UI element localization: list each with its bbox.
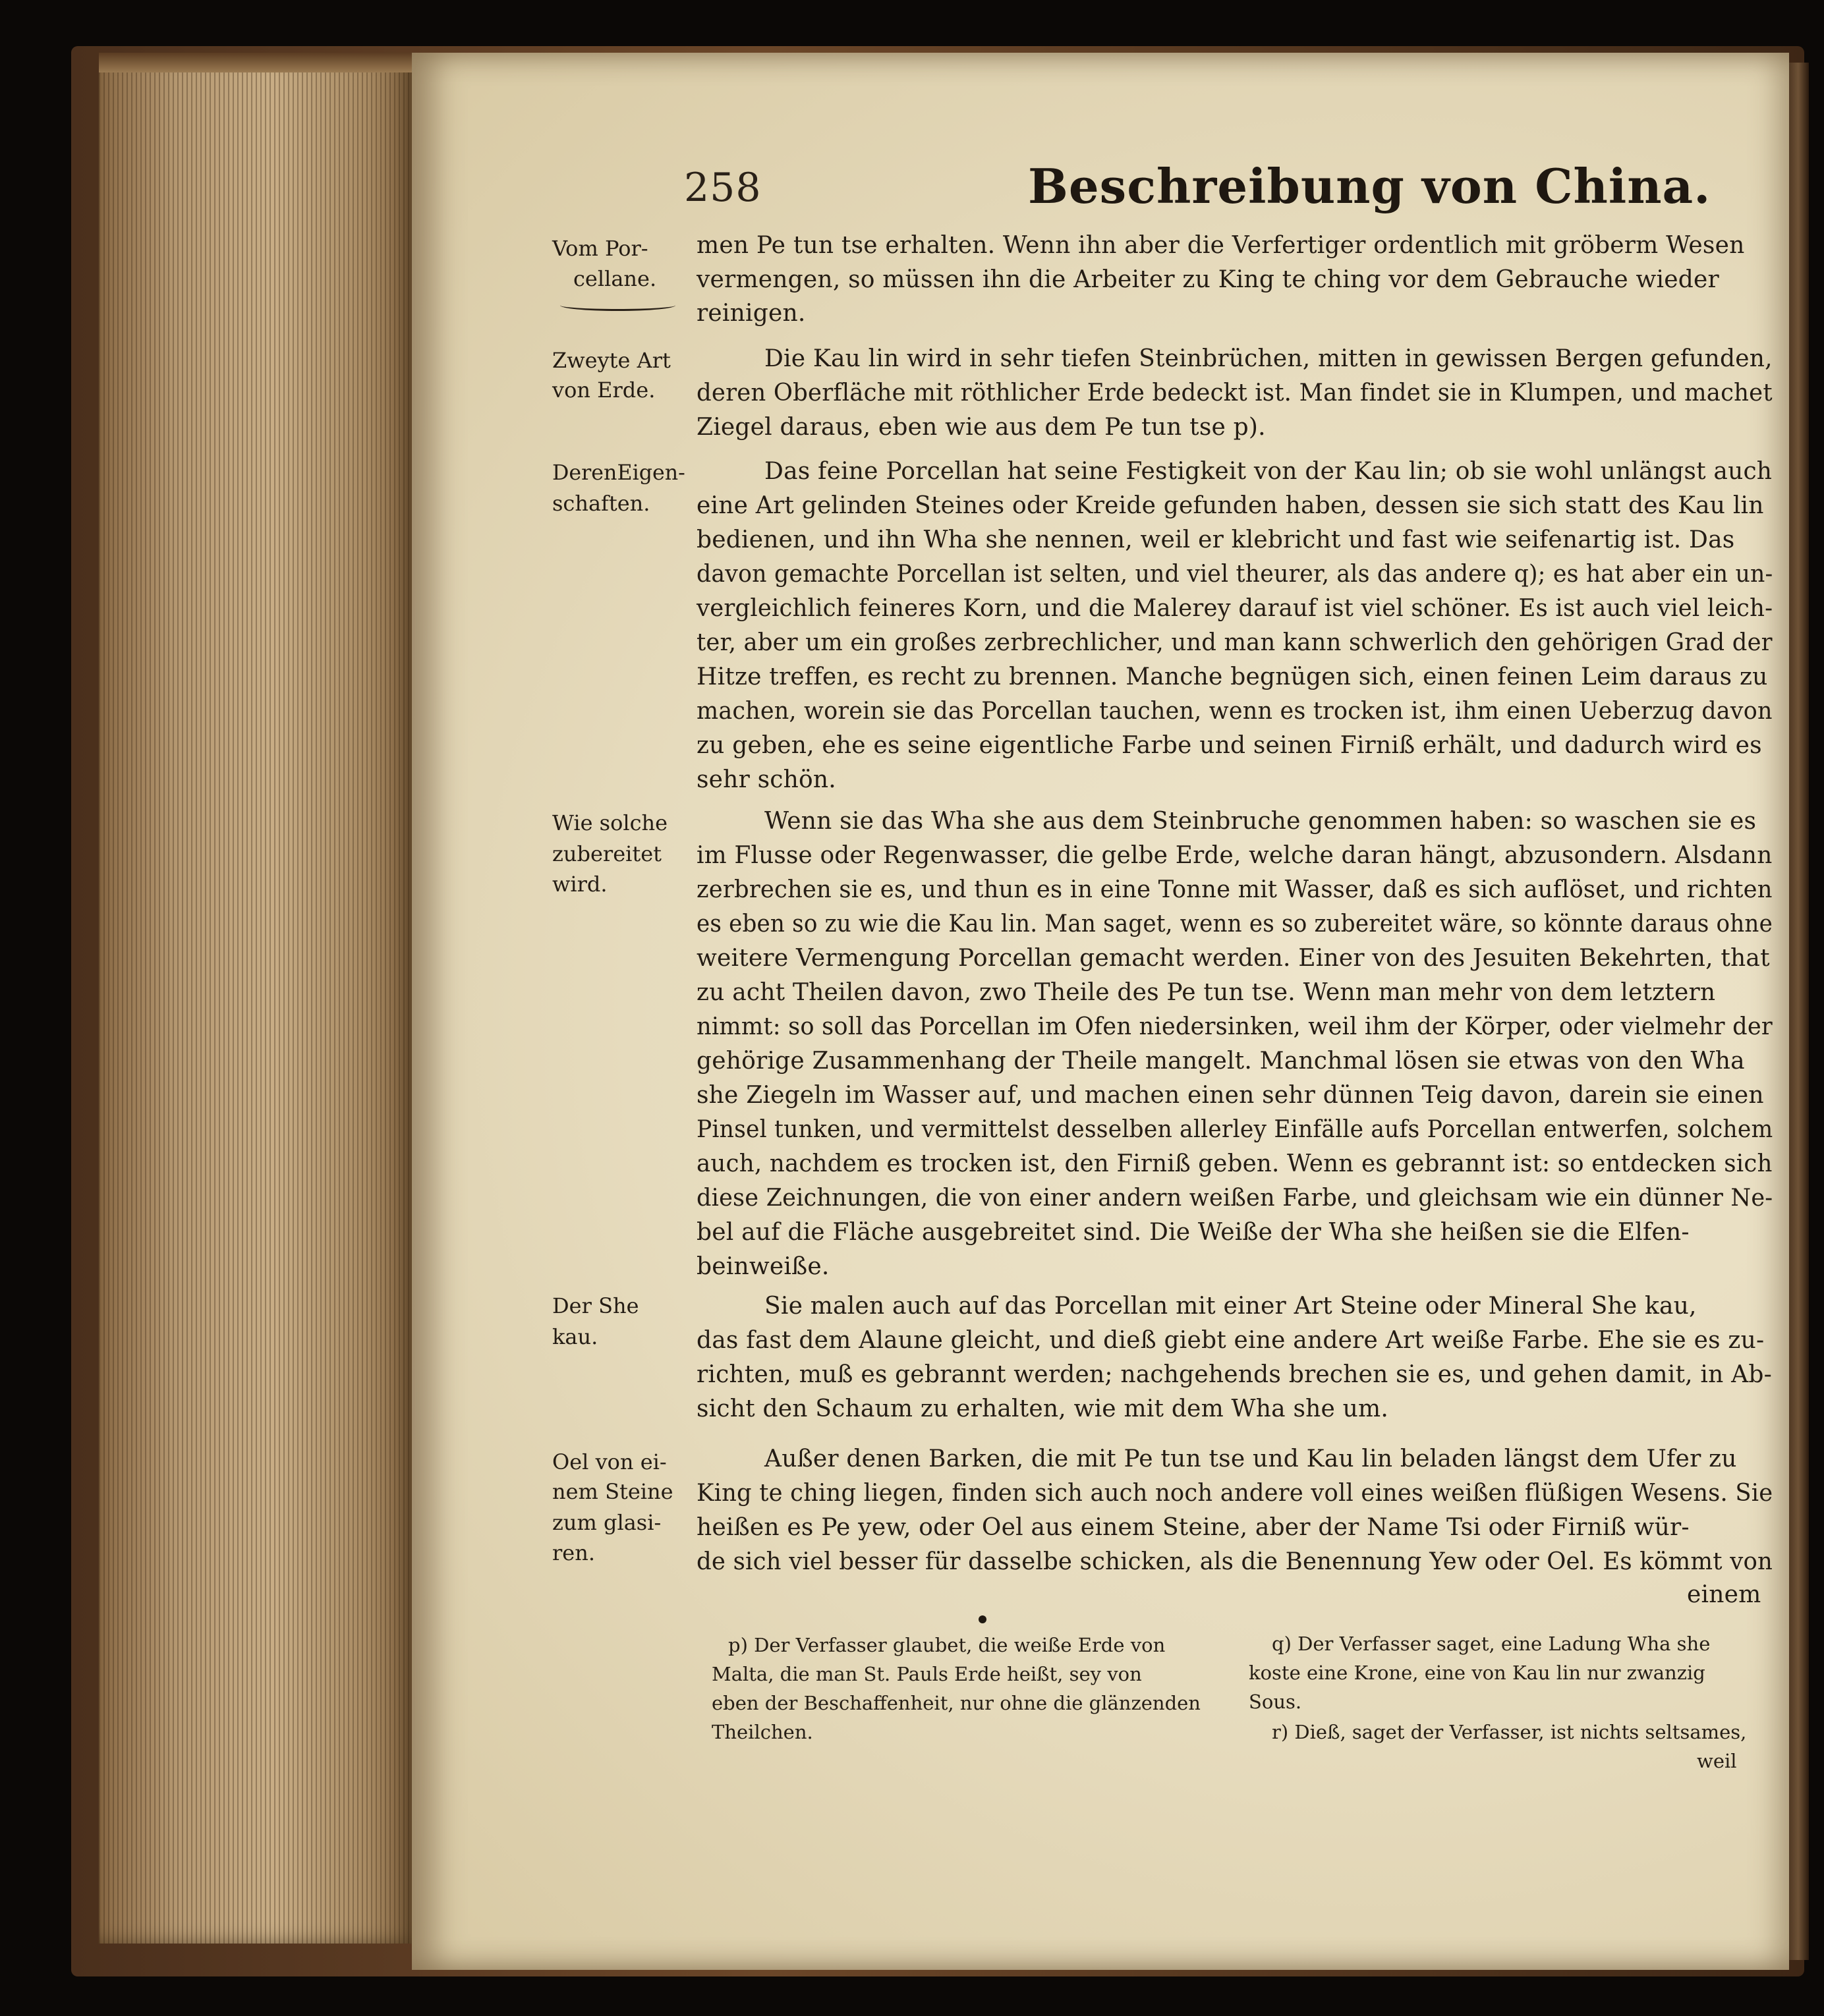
text-line: Außer denen Barken, die mit Pe tun tse und Kau lin beladen längst dem Ufer zu	[764, 1445, 1737, 1472]
text-line: richten, muß es gebrannt werden; nachgehends brechen sie es, und gehen damit, in Ab-	[697, 1361, 1772, 1388]
margin-note: Vom Por-	[552, 236, 648, 261]
margin-note: von Erde.	[552, 378, 656, 403]
text-line: machen, worein sie das Porcellan tauchen, wenn es trocken ist, ihm einen Ueberzug davon	[697, 698, 1773, 725]
footnote-line: p) Der Verfasser glaubet, die weiße Erde von	[728, 1634, 1166, 1656]
text-line: zerbrechen sie es, und thun es in eine Tonne mit Wasser, daß es sich auflöset, und richten	[697, 876, 1773, 903]
text-line: vermengen, so müssen ihn die Arbeiter zu King te ching vor dem Gebrauche wieder	[697, 266, 1719, 293]
margin-note: DerenEigen-	[552, 460, 685, 485]
margin-note: Wie solche	[552, 810, 668, 835]
margin-brace	[560, 300, 675, 311]
margin-note: cellane.	[573, 266, 657, 291]
margin-note: Oel von ei-	[552, 1449, 667, 1474]
catchword: einem	[1687, 1581, 1761, 1608]
text-line: weitere Vermengung Porcellan gemacht werden. Einer von des Jesuiten Bekehrten, that	[697, 945, 1770, 972]
text-line: Hitze treffen, es recht zu brennen. Manche begnügen sich, einen feinen Leim daraus zu	[697, 663, 1768, 690]
ornament-dot	[979, 1615, 986, 1623]
footnote-line: Sous.	[1249, 1691, 1302, 1713]
footnote-line: weil	[1697, 1750, 1737, 1772]
footnote-line: eben der Beschaffenheit, nur ohne die glänzenden	[712, 1692, 1201, 1714]
text-line: Die Kau lin wird in sehr tiefen Steinbrüchen, mitten in gewissen Bergen gefunden,	[764, 345, 1773, 372]
text-line: heißen es Pe yew, oder Oel aus einem Steine, aber der Name Tsi oder Firniß wür-	[697, 1514, 1690, 1541]
margin-note: schaften.	[552, 491, 650, 516]
text-line: ter, aber um ein großes zerbrechlicher, und man kann schwerlich den gehörigen Grad der	[697, 629, 1773, 656]
text-line: es eben so zu wie die Kau lin. Man saget, wenn es so zubereitet wäre, so könnte daraus ohne	[697, 910, 1773, 938]
margin-note: kau.	[552, 1324, 598, 1349]
text-line: Pinsel tunken, und vermittelst desselben allerley Einfälle aufs Porcellan entwerfen, solchem	[697, 1116, 1773, 1143]
text-line: zu geben, ehe es seine eigentliche Farbe und seinen Firniß erhält, und dadurch wird es	[697, 732, 1762, 759]
footnote-line: q) Der Verfasser saget, eine Ladung Wha she	[1272, 1633, 1711, 1655]
text-line: vergleichlich feineres Korn, und die Malerey darauf ist viel schöner. Es ist auch viel leich-	[697, 595, 1773, 622]
text-line: zu acht Theilen davon, zwo Theile des Pe tun tse. Wenn man mehr von dem letztern	[697, 979, 1716, 1006]
text-line: reinigen.	[697, 300, 806, 327]
running-title: Beschreibung von China.	[1028, 158, 1711, 214]
footnote-line: Malta, die man St. Pauls Erde heißt, sey von	[712, 1663, 1142, 1685]
text-line: im Flusse oder Regenwasser, die gelbe Erde, welche daran hängt, abzusondern. Alsdann	[697, 842, 1773, 869]
footnote-line: Theilchen.	[712, 1721, 813, 1743]
margin-note: nem Steine	[552, 1479, 673, 1504]
text-line: deren Oberfläche mit röthlicher Erde bedeckt ist. Man findet sie in Klumpen, und machet	[697, 379, 1773, 406]
text-line: nimmt: so soll das Porcellan im Ofen niedersinken, weil ihm der Körper, oder vielmehr der	[697, 1013, 1773, 1040]
margin-note: Der She	[552, 1293, 639, 1318]
margin-note: Zweyte Art	[552, 348, 671, 373]
text-line: gehörige Zusammenhang der Theile mangelt. Manchmal lösen sie etwas von den Wha	[697, 1048, 1745, 1075]
margin-note: zum glasi-	[552, 1510, 662, 1535]
text-line: beinweiße.	[697, 1253, 830, 1280]
text-line: Wenn sie das Wha she aus dem Steinbruche genommen haben: so waschen sie es	[764, 808, 1757, 835]
text-line: eine Art gelinden Steines oder Kreide gefunden haben, dessen sie sich statt des Kau lin	[697, 492, 1764, 519]
text-line: Sie malen auch auf das Porcellan mit einer Art Steine oder Mineral She kau,	[764, 1293, 1697, 1320]
text-line: das fast dem Alaune gleicht, und dieß giebt eine andere Art weiße Farbe. Ehe sie es zu-	[697, 1327, 1765, 1354]
text-line: auch, nachdem es trocken ist, den Firniß geben. Wenn es gebrannt ist: so entdecken sich	[697, 1150, 1773, 1177]
page-edges	[99, 53, 415, 1944]
page-edges-top	[99, 53, 415, 72]
text-line: King te ching liegen, finden sich auch noch andere voll eines weißen flüßigen Wesens. Sie	[697, 1480, 1773, 1507]
text-line: diese Zeichnungen, die von einer andern weißen Farbe, und gleichsam wie ein dünner Ne-	[697, 1185, 1773, 1212]
text-line: sehr schön.	[697, 766, 836, 793]
text-line: Das feine Porcellan hat seine Festigkeit von der Kau lin; ob sie wohl unlängst auch	[764, 458, 1773, 485]
text-line: sicht den Schaum zu erhalten, wie mit dem Wha she um.	[697, 1395, 1389, 1422]
text-line: bel auf die Fläche ausgebreitet sind. Die Weiße der Wha she heißen sie die Elfen-	[697, 1219, 1690, 1246]
margin-note: ren.	[552, 1540, 596, 1565]
footnote-line: koste eine Krone, eine von Kau lin nur zwanzig	[1249, 1662, 1705, 1684]
text-line: de sich viel besser für dasselbe schicken, als die Benennung Yew oder Oel. Es kömmt von	[697, 1548, 1773, 1575]
page-number: 258	[684, 165, 762, 211]
margin-note: zubereitet	[552, 841, 662, 866]
text-line: men Pe tun tse erhalten. Wenn ihn aber die Verfertiger ordentlich mit gröberm Wesen	[697, 232, 1745, 259]
text-line: she Ziegeln im Wasser auf, und machen einen sehr dünnen Teig davon, darein sie einen	[697, 1082, 1764, 1109]
footnote-line: r) Dieß, saget der Verfasser, ist nichts seltsames,	[1272, 1721, 1747, 1743]
margin-note: wird.	[552, 872, 608, 897]
text-line: davon gemachte Porcellan ist selten, und viel theurer, als das andere q); es hat aber ein un-	[697, 561, 1773, 588]
text-line: bedienen, und ihn Wha she nennen, weil er klebricht und fast wie seifenartig ist. Das	[697, 526, 1735, 553]
text-line: Ziegel daraus, eben wie aus dem Pe tun tse p).	[697, 414, 1266, 441]
